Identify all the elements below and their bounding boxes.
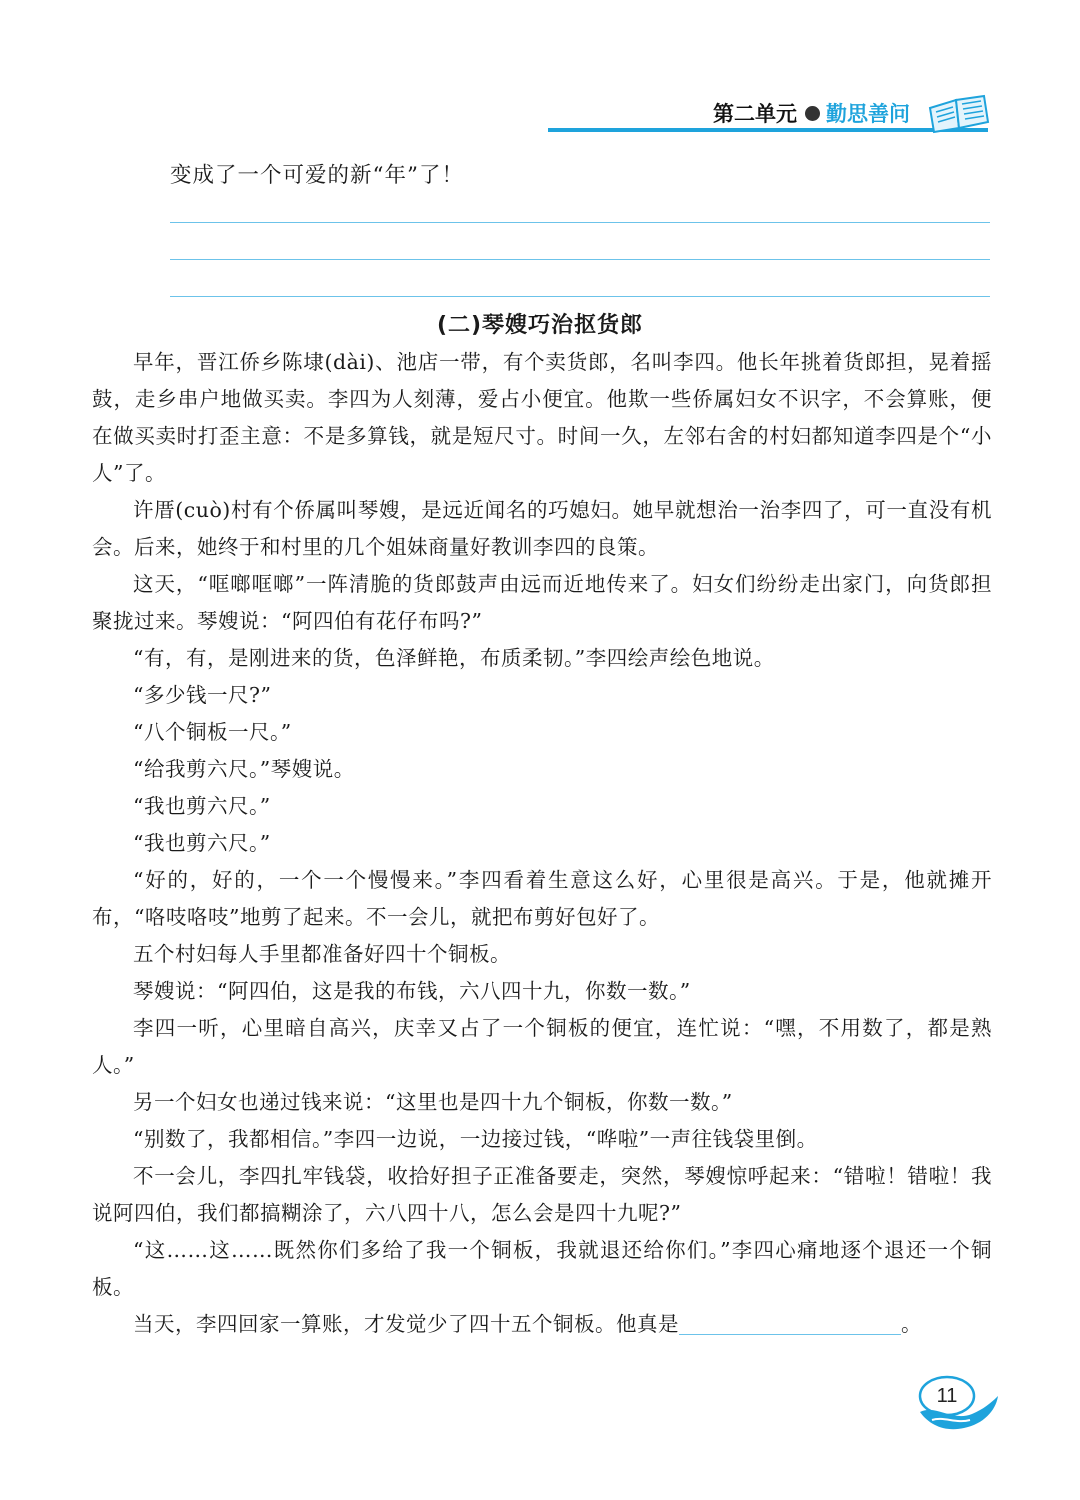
answer-line[interactable] [170, 296, 990, 297]
page-header [548, 92, 988, 142]
story-paragraph: “给我剪六尺。”琴嫂说。 [133, 757, 355, 781]
story-body [92, 344, 992, 1343]
unit-label: 第二单元 [713, 102, 797, 126]
story-paragraph: 早年，晋江侨乡陈埭(dài)、池店一带，有个卖货郎，名叫李四。他长年挑着货郎担，晃着摇鼓，走乡串户地做买卖。李四为人刻薄，爱占小便宜。他欺一些侨属妇女不识字，不会算账，便在做买卖时打歪主意：不是多算钱，就是短尺寸。时间一久，左邻右舍的村妇都知道李四是个“小人”了。 [92, 350, 992, 485]
story-paragraph: 李四一听，心里暗自高兴，庆幸又占了一个铜板的便宜，连忙说：“嘿，不用数了，都是熟人。” [92, 1016, 992, 1077]
header-text [713, 98, 910, 128]
story-paragraph: 琴嫂说：“阿四伯，这是我的布钱，六八四十九，你数一数。” [133, 979, 691, 1003]
story-paragraph: “好的，好的，一个一个慢慢来。”李四看着生意这么好，心里很是高兴。于是，他就摊开布，“咯吱咯吱”地剪了起来。不一会儿，就把布剪好包好了。 [92, 868, 992, 929]
page-number: 11 [936, 1385, 958, 1407]
story-paragraph: “八个铜板一尺。” [133, 720, 292, 744]
story-paragraph: 这天，“哐啷哐啷”一阵清脆的货郎鼓声由远而近地传来了。妇女们纷纷走出家门，向货郎担聚拢过来。琴嫂说：“阿四伯有花仔布吗?” [92, 572, 992, 633]
fill-in-blank[interactable] [679, 1312, 901, 1335]
bullet-dot-icon [805, 106, 820, 121]
story-paragraph: “有，有，是刚进来的货，色泽鲜艳，布质柔韧。”李四绘声绘色地说。 [133, 646, 775, 670]
story-paragraph: “我也剪六尺。” [133, 831, 271, 855]
final-sentence-prefix: 当天，李四回家一算账，才发觉少了四十五个铜板。他真是 [133, 1312, 679, 1336]
story-paragraph: “多少钱一尺?” [133, 683, 272, 707]
story-paragraph: 许厝(cuò)村有个侨属叫琴嫂，是远近闻名的巧媳妇。她早就想治一治李四了，可一直没有机会。后来，她终于和村里的几个姐妹商量好教训李四的良策。 [92, 498, 992, 559]
story-paragraph: 五个村妇每人手里都准备好四十个铜板。 [133, 942, 511, 966]
theme-label: 勤思善问 [826, 102, 910, 126]
final-sentence-suffix: 。 [901, 1312, 922, 1336]
answer-line[interactable] [170, 259, 990, 260]
story-final-paragraph [92, 1306, 992, 1343]
story-paragraph: “别数了，我都相信。”李四一边说，一边接过钱，“哗啦”一声往钱袋里倒。 [133, 1127, 818, 1151]
story-paragraph: 另一个妇女也递过钱来说：“这里也是四十九个铜板，你数一数。” [133, 1090, 733, 1114]
story-paragraph: 不一会儿，李四扎牢钱袋，收拾好担子正准备要走，突然，琴嫂惊呼起来：“错啦！错啦！我说阿四伯，我们都搞糊涂了，六八四十八，怎么会是四十九呢?” [92, 1164, 992, 1225]
answer-line[interactable] [170, 222, 990, 223]
story-paragraph: “这……这……既然你们多给了我一个铜板，我就退还给你们。”李四心痛地逐个退还一个铜板。 [92, 1238, 992, 1299]
page-number-badge [918, 1374, 1002, 1434]
story-paragraph: “我也剪六尺。” [133, 794, 271, 818]
header-rule [548, 128, 988, 132]
previous-text-line: 变成了一个可爱的新“年”了！ [170, 163, 464, 188]
open-book-icon [926, 94, 992, 134]
story-title: (二)琴嫂巧治抠货郎 [436, 313, 644, 338]
